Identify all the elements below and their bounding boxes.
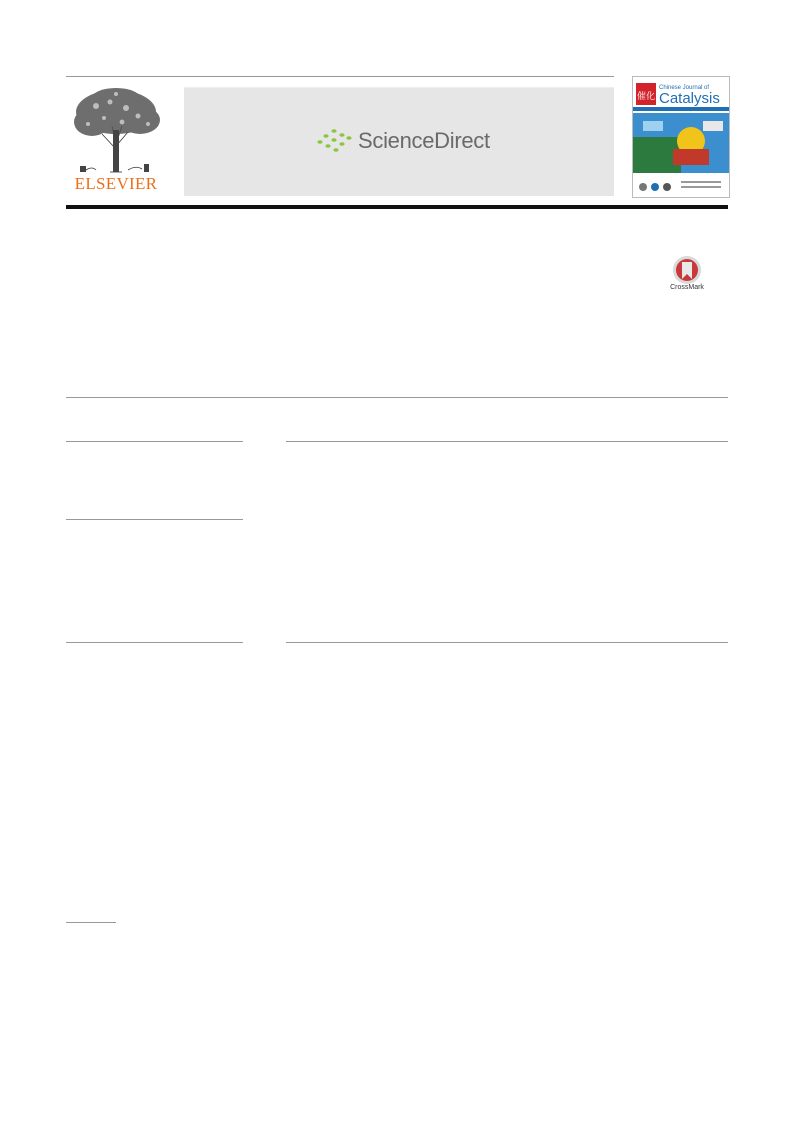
footnote-rule — [66, 922, 116, 923]
sciencedirect-wordmark: ScienceDirect — [358, 128, 490, 153]
left-column-rule-1 — [66, 441, 243, 442]
article-info-top-rule — [66, 397, 728, 398]
sciencedirect-banner[interactable] — [184, 87, 614, 196]
header-top-rule — [66, 76, 614, 77]
elsevier-tree-icon — [66, 86, 166, 174]
elsevier-wordmark: ELSEVIER — [74, 174, 158, 193]
crossmark-label: CrossMark — [670, 284, 704, 291]
svg-text:催化: 催化 — [636, 92, 656, 102]
journal-cover-image[interactable] — [632, 76, 730, 198]
journal-cover-title-small: Chinese Journal of — [659, 85, 710, 91]
left-column-rule-3 — [66, 642, 243, 643]
header-bottom-rule — [66, 205, 728, 209]
left-column-rule-2 — [66, 519, 243, 520]
right-column-rule-2 — [286, 642, 728, 643]
elsevier-logo[interactable] — [66, 86, 166, 196]
sciencedirect-logo[interactable] — [316, 128, 490, 154]
journal-cover-title-large: Catalysis — [659, 90, 720, 107]
sciencedirect-dots-icon — [316, 128, 352, 154]
right-column-rule-1 — [286, 441, 728, 442]
